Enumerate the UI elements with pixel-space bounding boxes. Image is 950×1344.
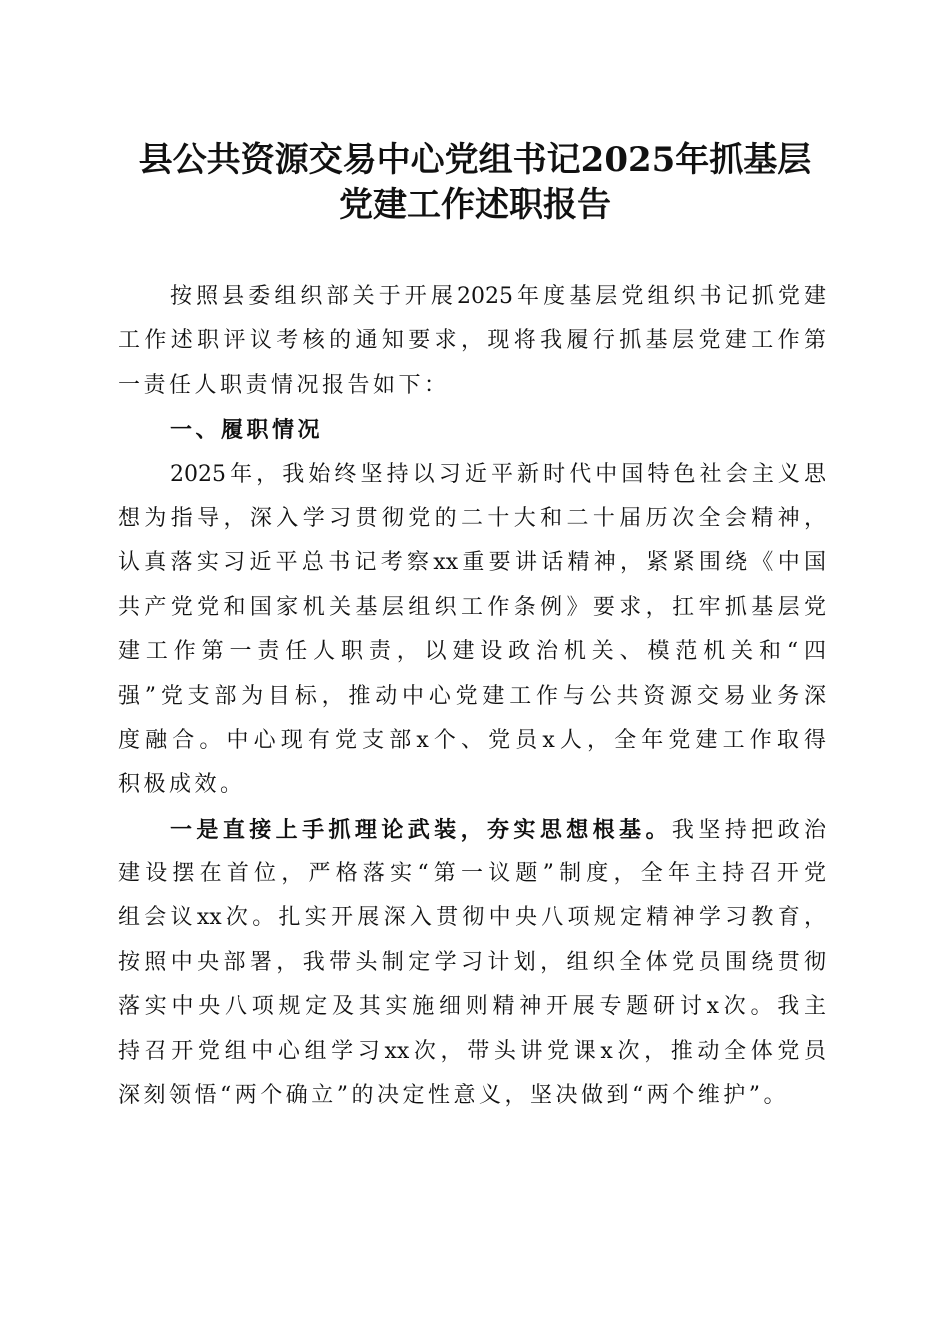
text-line: 积极成效。 (118, 772, 246, 798)
paragraph (118, 453, 826, 808)
text-line: 强”党支部为目标，推动中心党建工作与公共资源交易业务深 (118, 683, 826, 709)
text-line: 组会议xx次。扎实开展深入贯彻中央八项规定精神学习教育， (118, 905, 826, 931)
text-line: 按照中央部署，我带头制定学习计划，组织全体党员围绕贯彻 (118, 949, 826, 975)
paragraph (118, 808, 826, 1119)
text-line: 落实中央八项规定及其实施细则精神开展专题研讨x次。我主 (118, 994, 826, 1020)
text-line: 认真落实习近平总书记考察xx重要讲话精神，紧紧围绕《中国 (118, 550, 826, 576)
text-line: 建设摆在首位，严格落实“第一议题”制度，全年主持召开党 (118, 861, 826, 887)
text-line: 一是直接上手抓理论武装，夯实思想根基。我坚持把政治 (170, 816, 826, 843)
paragraph (118, 275, 826, 408)
document-body (118, 275, 826, 1118)
document-title-line-1: 县公共资源交易中心党组书记2025年抓基层 (138, 140, 812, 180)
text-line: 持召开党组中心组学习xx次，带头讲党课x次，推动全体党员 (118, 1038, 826, 1064)
text-line: 想为指导，深入学习贯彻党的二十大和二十届历次全会精神， (118, 505, 826, 531)
text-line: 深刻领悟“两个确立”的决定性意义，坚决做到“两个维护”。 (118, 1083, 789, 1109)
lead-sentence: 一是直接上手抓理论武装，夯实思想根基。 (170, 816, 672, 843)
text-line: 工作述职评议考核的通知要求，现将我履行抓基层党建工作第 (118, 328, 826, 354)
text-line: 度融合。中心现有党支部x个、党员x人，全年党建工作取得 (118, 727, 826, 753)
text-line: 按照县委组织部关于开展2025年度基层党组织书记抓党建 (170, 284, 826, 309)
text-line: 一、履职情况 (170, 417, 324, 444)
section-heading (118, 408, 826, 452)
text-line: 建工作第一责任人职责，以建设政治机关、模范机关和“四 (118, 639, 826, 665)
text-line: 2025年，我始终坚持以习近平新时代中国特色社会主义思 (170, 461, 826, 487)
text-line: 一责任人职责情况报告如下： (118, 372, 450, 398)
document-title-line-2: 党建工作述职报告 (339, 185, 611, 225)
text-line: 共产党党和国家机关基层组织工作条例》要求，扛牢抓基层党 (118, 594, 826, 620)
